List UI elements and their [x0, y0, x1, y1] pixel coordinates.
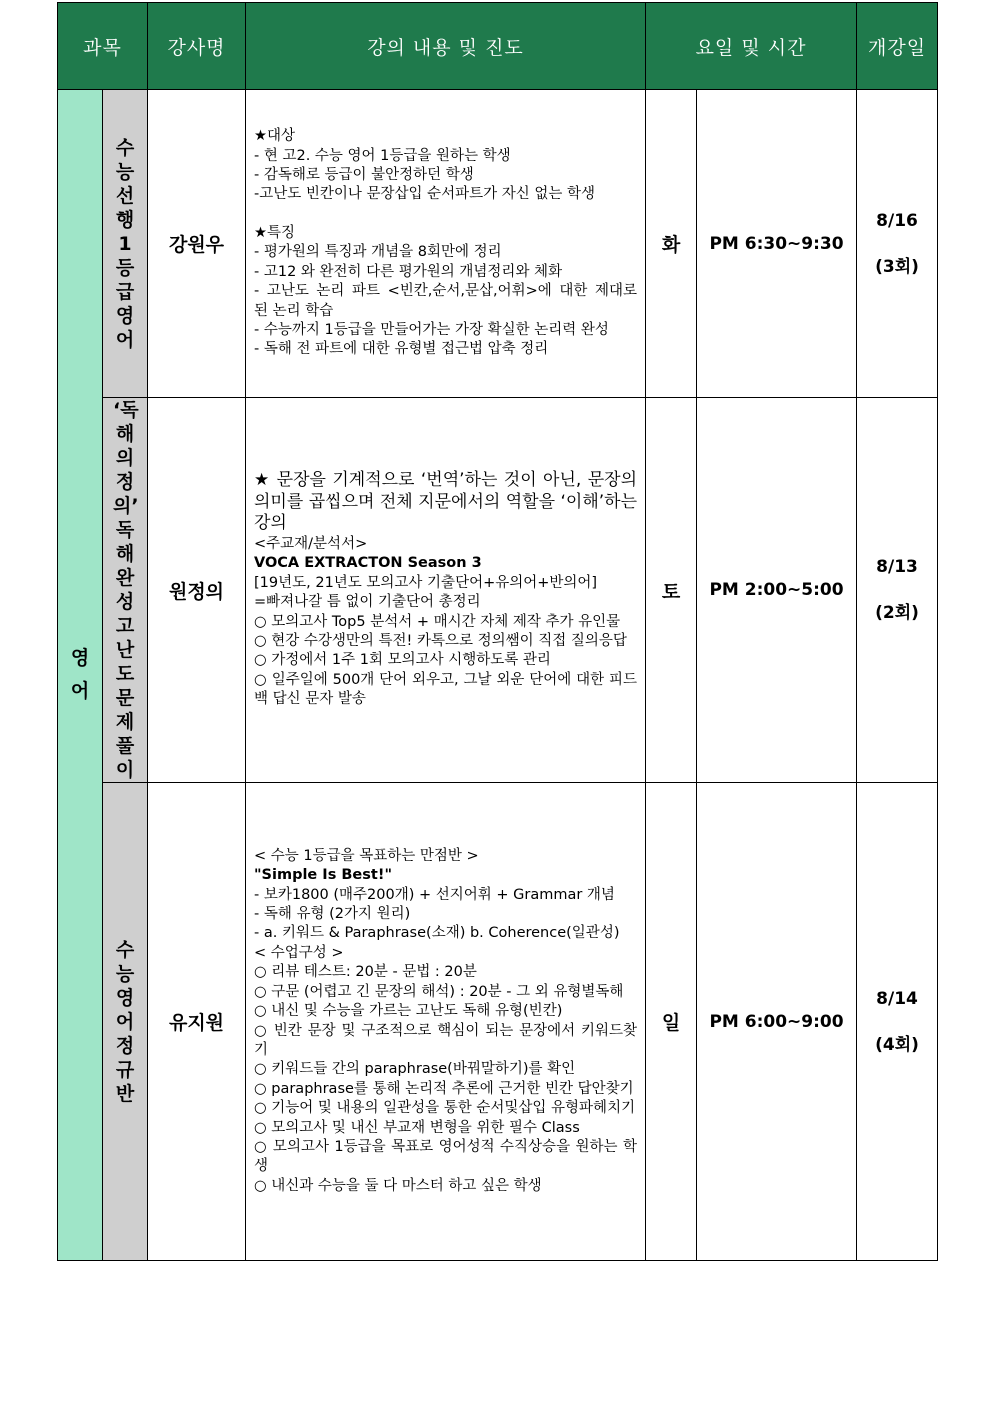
course-row [58, 783, 938, 1261]
content-line: ★대상 [254, 128, 296, 145]
content-line: < 수업구성 > [254, 944, 344, 961]
class-time: PM 6:00~9:00 [697, 783, 857, 1261]
content-lead: ★ 문장을 기계적으로 ‘번역’하는 것이 아닌, 문장의 의미를 곱씹으며 전체 지문에서의 역할을 ‘이해’하는 강의 [254, 470, 637, 534]
course-row [58, 398, 938, 783]
content-line: ○ 키워드들 간의 paraphrase(바꿔말하기)를 확인 [254, 1061, 576, 1078]
content-line: ○ 리뷰 테스트: 20분 - 문법 : 20분 [254, 964, 477, 981]
header-teacher: 강사명 [148, 3, 246, 90]
course-name-cell [103, 398, 148, 783]
weekday: 일 [646, 783, 697, 1261]
start-date: 8/14 [876, 988, 918, 1009]
content-line: ○ 가정에서 1주 1회 모의고사 시행하도록 관리 [254, 652, 551, 669]
content-line: - 보카1800 (매주200개) + 선지어휘 + Grammar 개념 [254, 886, 615, 903]
content-line: ○ 모의고사 1등급을 목표로 영어성적 수직상승을 원하는 학생 [254, 1138, 637, 1175]
course-row [58, 90, 938, 398]
content-line: - 독해 유형 (2가지 원리) [254, 906, 411, 923]
content-line: ○ 모의고사 및 내신 부교재 변형을 위한 필수 Class [254, 1119, 580, 1136]
header-row [58, 3, 938, 90]
content-line: ○ 빈칸 문장 및 구조적으로 핵심이 되는 문장에서 키워드찾기 [254, 1022, 637, 1058]
content-line: - 고난도 논리 파트 <빈칸,순서,문삽,어휘>에 대한 제대로 된 논리 학습 [254, 283, 637, 319]
content-line: - 현 고2. 수능 영어 1등급을 원하는 학생 [254, 147, 511, 164]
course-name-cell [103, 783, 148, 1261]
start-date: 8/16 [876, 210, 918, 231]
weekday: 화 [646, 90, 697, 398]
subject-label: 영어 [70, 647, 90, 702]
header-subject: 과목 [58, 3, 148, 90]
content-line: ○ 내신과 수능을 둘 다 마스터 하고 싶은 학생 [254, 1177, 542, 1194]
teacher-name: 유지원 [148, 783, 246, 1261]
content-line: ○ paraphrase를 통해 논리적 추론에 근거한 빈칸 답안찾기 [254, 1080, 634, 1097]
content-lead: < 수능 1등급을 목표하는 만점반 > [254, 847, 479, 864]
weekday: 토 [646, 398, 697, 783]
start-date-cell [857, 398, 938, 783]
content-line: - 독해 전 파트에 대한 유형별 접근법 압축 정리 [254, 341, 549, 358]
content-line: VOCA EXTRACTON Season 3 [254, 555, 482, 572]
content-line: ★특징 [254, 224, 296, 241]
content-line: =빠져나갈 틈 없이 기출단어 총정리 [254, 594, 481, 611]
content-line: - a. 키워드 & Paraphrase(소재) b. Coherence(일관성) [254, 925, 620, 942]
course-name-cell [103, 90, 148, 398]
class-time: PM 6:30~9:30 [697, 90, 857, 398]
content-line: ○ 기능어 및 내용의 일관성을 통한 순서및삽입 유형파헤치기 [254, 1100, 636, 1117]
content-line: "Simple Is Best!" [254, 867, 392, 884]
content-line: ○ 구문 (어렵고 긴 문장의 해석) : 20분 - 그 외 유형별독해 [254, 983, 624, 1000]
content-line: - 수능까지 1등급을 만들어가는 가장 확실한 논리력 완성 [254, 321, 609, 338]
teacher-name: 강원우 [148, 90, 246, 398]
content-line: - 평가원의 특징과 개념을 8회만에 정리 [254, 244, 502, 261]
header-content: 강의 내용 및 진도 [246, 3, 646, 90]
content-line: -고난도 빈칸이나 문장삽입 순서파트가 자신 없는 학생 [254, 186, 596, 203]
header-start: 개강일 [857, 3, 938, 90]
session-count: (3회) [875, 256, 919, 277]
class-time: PM 2:00~5:00 [697, 398, 857, 783]
header-schedule: 요일 및 시간 [646, 3, 857, 90]
content-line: ○ 모의고사 Top5 분석서 + 매시간 자체 제작 추가 유인물 [254, 613, 621, 630]
subject-cell [58, 90, 103, 1261]
content-gap [254, 205, 637, 224]
content-line: ○ 일주일에 500개 단어 외우고, 그날 외운 단어에 대한 피드백 답신 문자 발송 [254, 671, 637, 708]
content-line: ○ 내신 및 수능을 가르는 고난도 독해 유형(빈칸) [254, 1003, 563, 1020]
content-line: - 고12 와 완전히 다른 평가원의 개념정리와 체화 [254, 263, 563, 280]
teacher-name: 원정의 [148, 398, 246, 783]
course-content [246, 398, 646, 783]
content-line: <주교재/분석서> [254, 535, 368, 552]
session-count: (2회) [875, 603, 919, 623]
content-line: ○ 현강 수강생만의 특전! 카톡으로 정의쌤이 직접 질의응답 [254, 632, 627, 649]
start-date: 8/13 [876, 557, 918, 577]
start-date-cell [857, 90, 938, 398]
course-name: ‘독해의정의’ 독해완성고난도문제풀이 [113, 399, 139, 781]
course-name: 수능영어정규반 [115, 938, 135, 1105]
course-content [246, 783, 646, 1261]
session-count: (4회) [875, 1034, 919, 1055]
content-line: - 감독해로 등급이 불안정하던 학생 [254, 167, 474, 184]
course-name: 수능선행 1등급영어 [115, 136, 135, 351]
course-content [246, 90, 646, 398]
start-date-cell [857, 783, 938, 1261]
content-line: [19년도, 21년도 모의고사 기출단어+유의어+반의어] [254, 574, 598, 591]
course-schedule-table [57, 2, 938, 1261]
